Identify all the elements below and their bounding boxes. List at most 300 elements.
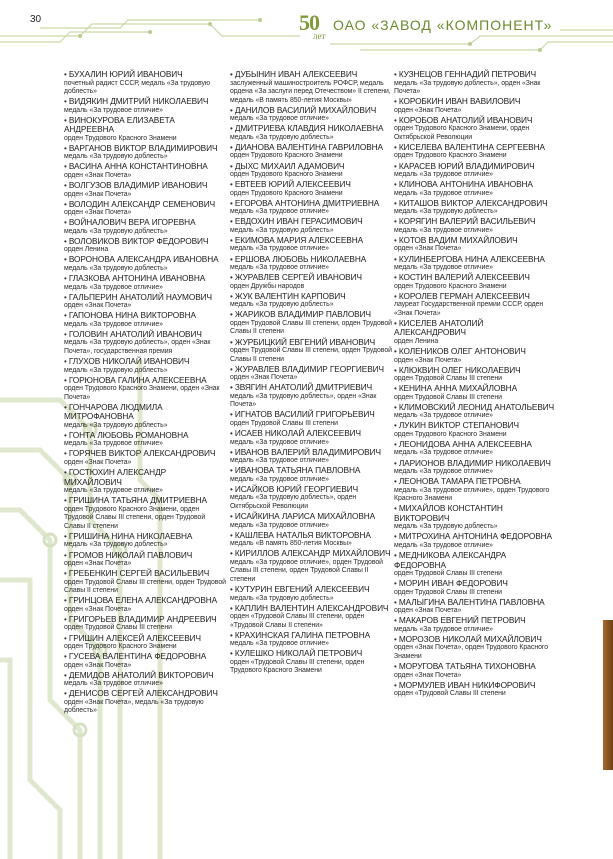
awardee-name-line [230,162,392,172]
awardee-name: ГОРЮНОВА ГАЛИНА АЛЕКСЕЕВНА [68,374,207,385]
awardee-award: орден Дружбы народов [230,282,305,290]
awardee-award: медаль «За трудовое отличие» [230,115,329,123]
awardee-name: ГРИГОРЬЕВ ВЛАДИМИР АНДРЕЕВИЧ [68,613,217,624]
awardee-name: ЖУК ВАЛЕНТИН КАРПОВИЧ [234,290,346,301]
awardee-award: орден «Знак Почета» [394,106,462,114]
awardee-award: медаль «За трудовое отличие» [230,438,329,446]
awardee-award: орден «Знак Почета» [64,171,132,179]
bullet-icon: • [394,318,399,328]
awardee-entry [394,319,556,347]
bullet-icon: • [64,670,69,680]
bullet-icon: • [230,429,235,439]
bullet-icon: • [230,630,235,640]
awardee-award: орден «Знак Почета» [64,560,132,568]
bullet-icon: • [230,254,235,264]
awardee-name: ДЕНИСОВ СЕРГЕЙ АЛЕКСАНДРОВИЧ [68,688,218,699]
bullet-icon: • [64,274,69,284]
awardee-award: медаль «За трудовую доблесть» [64,153,168,161]
awardee-award: почетный радист СССР, медаль «За трудовую доблесть» [64,79,210,96]
awardee-name: ГОРЯЧЕВ ВИКТОР АЛЕКСАНДРОВИЧ [68,448,216,459]
awardee-award: орден Трудовой Славы III степени [394,375,502,383]
awardee-name-line [64,689,226,699]
bullet-icon: • [394,439,399,449]
bullet-icon: • [230,410,235,420]
awardee-award: медаль «За трудовую доблесть», орден «Знак Почета» [230,392,377,409]
bullet-icon: • [394,115,399,125]
awardee-name: КОЛЕНИКОВ ОЛЕГ АНТОНОВИЧ [398,346,526,356]
awardee-award: орден «Трудовой Славы III степени, орден Трудового Красного Знамени [230,658,365,675]
awardee-entry [394,255,556,273]
awardee-name-line [394,662,556,672]
awardee-award: орден «Знак Почета» [64,190,132,198]
awardee-award: орден Трудовой Славы III степени, орден Трудовой Славы II степени [64,578,226,595]
awardee-award: медаль «За трудовое отличие» [230,521,329,529]
awardee-name: ГОНЧАРОВА ЛЮДМИЛА МИТРОФАНОВНА [64,401,163,422]
awardee-name: ИВАНОВА ТАТЬЯНА ПАВЛОВНА [234,465,361,476]
awardee-entry [64,293,226,311]
awardee-name: БУХАЛИН ЮРИЙ ИВАНОВИЧ [68,69,183,79]
awardee-name: МАЛЫГИНА ВАЛЕНТИНА ПАВЛОВНА [398,596,545,607]
awardee-award: медаль «За трудовую доблесть» [64,227,168,235]
awardee-entry [64,162,226,180]
awardee-entry [230,365,392,383]
bullet-icon: • [394,142,399,152]
awardee-name: ДЕМИДОВ АНАТОЛИЙ ВИКТОРОВИЧ [68,669,214,680]
awardee-name-line [64,97,226,107]
awardee-entry [394,504,556,532]
awardee-entry [394,70,556,97]
awardee-award: орден Трудового Красного Знамени [394,430,507,438]
awardee-name-line [230,106,392,116]
awardee-entry [394,347,556,365]
bullet-icon: • [394,616,399,626]
awardee-name: КЛИНОВА АНТОНИНА ИВАНОВНА [398,179,533,190]
awardee-name-line [230,549,392,559]
bullet-icon: • [394,551,399,561]
awardee-name: ГОНТА ЛЮБОВЬ РОМАНОВНА [68,429,189,440]
awardee-entry [64,376,226,403]
awardee-entry [64,496,226,531]
awardee-award: орден Трудового Красного Знамени [394,152,507,160]
bullet-icon: • [64,430,69,440]
awardee-name: ГУСЕВА ВАЛЕНТИНА ФЕДОРОВНА [68,651,207,662]
awardee-name: МИТРОХИНА АНТОНИНА ФЕДОРОВНА [398,531,552,542]
awardee-name-line [394,366,556,376]
bullet-icon: • [394,161,399,171]
awardee-name: КУТУРИН ЕВГЕНИЙ АЛЕКСЕЕВИЧ [234,584,370,594]
bullet-icon: • [64,329,69,339]
awardee-award: орден «Знак Почета» [64,458,132,466]
bullet-icon: • [64,402,69,412]
awardee-name-line [64,255,226,265]
awardee-name-line [394,217,556,227]
awardee-award: медаль «За трудовое отличие» [230,245,329,253]
awardee-name-line [394,162,556,172]
awardee-name: ЖУРБИЦКИЙ ЕВГЕНИЙ ИВАНОВИЧ [234,336,376,347]
awardee-award: медаль «За трудовую доблесть» [394,208,498,216]
bullet-icon: • [394,384,399,394]
bullet-icon: • [64,292,69,302]
bullet-icon: • [230,383,235,393]
awardee-entry [230,143,392,161]
bullet-icon: • [230,291,235,301]
bullet-icon: • [64,468,69,478]
awardee-entry [230,338,392,365]
awardee-award: лауреат Государственной премии СССР, орден «Знак Почета» [394,301,544,317]
awardee-name-line [394,319,556,338]
awardee-name: ДУБЫНИН ИВАН АЛЕКСЕЕВИЧ [234,69,358,79]
awardee-entry [230,236,392,254]
bullet-icon: • [64,311,69,321]
awardee-name-line [64,274,226,284]
awardee-name: ВИНОКУРОВА ЕЛИЗАВЕТА АНДРЕЕВНА [64,114,175,135]
bullet-icon: • [230,364,235,374]
awardee-entry [394,116,556,143]
awardee-entry [230,162,392,180]
awardee-award: орден «Знак Почета» [64,661,132,669]
awardee-name-line [64,652,226,662]
awardee-name-line [230,365,392,375]
awardee-award: орден Трудового Красного Знамени, орден «Знак Почета» [64,385,220,401]
awardee-entry [64,431,226,449]
awardee-name: ГОЛОВИН АНАТОЛИЙ ИВАНОВИЧ [68,328,202,339]
awardee-entry [394,440,556,458]
awardee-name-line [230,70,392,80]
awardee-name-line [64,532,226,542]
awardee-name-line [64,634,226,644]
awardee-name-line [230,236,392,246]
awardee-name-line [230,338,392,348]
awardee-entry [64,116,226,144]
awardee-name-line [64,376,226,386]
bullet-icon: • [394,504,399,514]
awardee-name-line [64,200,226,210]
awardee-name-line [64,551,226,561]
awardee-name: КИСЕЛЕВ АНАТОЛИЙ АЛЕКСАНДРОВИЧ [394,317,484,338]
awardee-award: орден «Знак Почета» [394,671,462,679]
awardee-entry [394,579,556,597]
awardee-award: медаль «За трудовую доблесть» [64,421,168,429]
bullet-icon: • [64,375,69,385]
awardee-entry [394,217,556,235]
awardee-award: медаль «За трудовое отличие» [64,680,163,688]
awardee-name: ДИАНОВА ВАЛЕНТИНА ГАВРИЛОВНА [234,141,383,152]
awardee-entry [230,255,392,273]
awardee-name: КОРОБКИН ИВАН ВАВИЛОВИЧ [398,96,521,107]
awardee-entry [394,598,556,616]
bullet-icon: • [394,198,399,208]
awardee-entry [64,671,226,689]
awardee-name-line [64,181,226,191]
awardee-name-line [230,292,392,302]
awardee-award: медаль «За трудовую доблесть» [230,301,334,309]
awardee-name: ГРИШИНА НИНА НИКОЛАЕВНА [68,530,193,541]
awardee-name-line [64,431,226,441]
awardee-name-line [394,440,556,450]
bullet-icon: • [64,614,69,624]
awardee-name-line [394,635,556,645]
awardee-name-line [64,162,226,172]
awardee-name-line [230,531,392,541]
awardee-name: ЗВЯГИН АНАТОЛИЙ ДМИТРИЕВИЧ [234,382,373,393]
awardee-entry [230,106,392,124]
awardee-name-line [230,485,392,495]
awardee-award: медаль «За трудовое отличие» [394,412,493,420]
awardee-name-line [230,199,392,209]
awardee-award: орден Трудового Красного Знамени [64,134,177,142]
bullet-icon: • [230,235,235,245]
awardee-award: медаль «За трудовое отличие» [394,625,493,633]
awardee-name-line [230,410,392,420]
awardee-award: медаль «За трудовое отличие» [230,208,329,216]
awardee-name: КАРАСЕВ ЮРИЙ ВЛАДИМИРОВИЧ [398,160,535,171]
anniversary-years-label: лет [313,31,326,41]
awardee-entry [64,97,226,115]
awardee-entry [394,459,556,477]
awardee-award: орден Трудового Красного Знамени [394,282,507,290]
awardee-entry [394,162,556,180]
awardee-entry [394,662,556,680]
bullet-icon: • [394,70,399,79]
awardee-entry [394,366,556,384]
awardee-award: орден «Трудовой Славы III степени [394,690,506,698]
awardee-name-line [394,477,556,487]
bullet-icon: • [230,310,235,320]
awardee-entry [394,616,556,634]
bullet-icon: • [64,143,69,153]
awardee-name-line [64,144,226,154]
awardee-award: медаль «За трудовую доблесть» [64,541,168,549]
bullet-icon: • [230,484,235,494]
bullet-icon: • [394,291,399,301]
awardee-name: КУЗНЕЦОВ ГЕННАДИЙ ПЕТРОВИЧ [398,69,537,79]
awardee-entry [230,383,392,410]
bullet-icon: • [394,347,399,356]
awardee-name: КЛИМОВСКИЙ ЛЕОНИД АНАТОЛЬЕВИЧ [398,401,555,412]
awardee-name: МОРУГОВА ТАТЬЯНА ТИХОНОВНА [398,661,536,672]
bullet-icon: • [394,579,399,589]
awardee-entry [64,532,226,550]
bullet-icon: • [394,532,399,542]
bullet-icon: • [64,181,69,191]
awardee-entry [230,512,392,530]
bullet-icon: • [230,198,235,208]
awardee-name-line [230,255,392,265]
awardee-award: заслуженный машиностроитель РОФСР, медаль ордена «За заслуги перед Отечеством» II степени, медаль «В память 850-летия Москвы» [230,79,391,104]
awardee-name: КОРОБОВ АНАТОЛИЙ ИВАНОВИЧ [398,114,533,125]
awardee-award: орден «Знак Почета» [64,209,132,217]
awardee-name-line [64,237,226,247]
awardee-entry [64,255,226,273]
awardee-award: орден «Знак Почета» [394,607,462,615]
awardee-name-line [64,596,226,606]
bullet-icon: • [230,142,235,152]
awardee-award: орден «Знак Почета» [64,605,132,613]
awardee-name: ЛЕОНОВА ТАМАРА ПЕТРОВНА [398,476,521,487]
awardee-name: ДАНИЛОВ ВАСИЛИЙ МИХАЙЛОВИЧ [234,104,377,115]
awardee-award: медаль «За трудовое отличие» [394,449,493,457]
column-3 [394,70,556,699]
awardee-entry [64,449,226,467]
awardee-name: МАКАРОВ ЕВГЕНИЙ ПЕТРОВИЧ [398,615,526,626]
awardee-award: орден Трудового Красного Знамени, орден Октябрьской Революции [394,125,530,141]
bullet-icon: • [394,458,399,468]
awardee-name-line [394,255,556,265]
bullet-icon: • [394,180,399,190]
awardee-entry [230,199,392,217]
awardee-name-line [394,384,556,394]
awardee-name-line [230,273,392,283]
awardee-entry [64,357,226,375]
awardee-name: ВОЛОВИКОВ ВИКТОР ФЕДОРОВИЧ [68,235,209,246]
awardee-entry [230,649,392,676]
awardee-award: орден Трудовой Славы III степени [394,393,502,401]
awardee-entry [230,70,392,105]
bullet-icon: • [394,477,399,487]
awardee-entry [394,421,556,439]
column-2 [230,70,392,677]
bullet-icon: • [64,357,69,366]
awardee-name: ГЛАЗКОВА АНТОНИНА ИВАНОВНА [68,273,206,284]
awardee-name-line [394,504,556,523]
awardee-name-line [64,357,226,367]
awardee-award: медаль «За трудовое отличие» [394,226,493,234]
awardee-entry [230,466,392,484]
awardee-name-line [394,199,556,209]
awardee-entry [230,180,392,198]
awardee-entry [64,70,226,97]
awardee-entry [64,403,226,431]
awardee-entry [394,236,556,254]
bullet-icon: • [64,449,69,459]
awardee-name-line [394,180,556,190]
awardee-award: орден Трудового Красного Знамени [230,171,343,179]
bullet-icon: • [394,634,399,644]
awardee-name-line [230,217,392,227]
bullet-icon: • [230,549,235,559]
awardee-award: медаль «За трудовое отличие» [394,171,493,179]
company-logo [299,8,609,44]
awardee-award: медаль «За трудовое отличие» [230,457,329,465]
bullet-icon: • [230,180,235,190]
awardee-name-line [394,421,556,431]
bullet-icon: • [64,569,69,579]
awardee-entry [230,604,392,631]
awardee-entry [394,551,556,579]
awardee-name-line [230,124,392,134]
awardee-entry [64,634,226,652]
awardee-award: медаль «За трудовую доблесть» [64,366,168,374]
bullet-icon: • [230,466,235,476]
awardee-entry [230,273,392,291]
bullet-icon: • [64,596,69,606]
awardee-entry [64,652,226,670]
awardee-award: медаль «За трудовое отличие», орден Трудового Красного Знамени [394,486,550,503]
awardee-name-line [64,293,226,303]
awardee-entry [230,531,392,549]
awardee-name: ДМИТРИЕВА КЛАВДИЯ НИКОЛАЕВНА [234,123,384,134]
awardee-entry [64,330,226,357]
awardee-entry [64,200,226,218]
bullet-icon: • [230,70,235,79]
awardee-entry [64,596,226,614]
awardee-award: орден «Знак Почета» [230,374,298,382]
awardee-name: КРАХИНСКАЯ ГАЛИНА ПЕТРОВНА [234,629,371,640]
awardee-entry [230,292,392,310]
awardee-entry [64,144,226,162]
awardee-name-line [394,681,556,691]
awardee-name-line [394,616,556,626]
awardee-entry [230,410,392,428]
awardee-entry [394,273,556,291]
awardee-award: медаль «За трудовую доблесть», орден «Знак Почета» [394,79,541,96]
awardee-entry [64,181,226,199]
awardee-award: орден «Знак Почета» [394,356,462,364]
page-number: 30 [30,14,42,25]
bullet-icon: • [394,273,399,283]
awardee-award: медаль «За трудовую доблесть» [230,133,334,141]
awardee-award: медаль «За трудовое отличие», орден Трудовой Славы III степени, орден Трудовой Славы II степени [230,558,383,583]
awardee-award: орден Трудового Красного Знамени, орден Трудовой Славы III степени, орден Трудовой Славы II степени [64,505,206,530]
awardee-award: медаль «За трудовое отличие» [394,264,493,272]
bullet-icon: • [394,402,399,412]
bullet-icon: • [64,255,69,265]
awardee-name: КЛЮКВИН ОЛЕГ НИКОЛАЕВИЧ [398,364,521,375]
awardee-name: КУЛИНБЕРГОВА НИНА АЛЕКСЕЕВНА [398,253,545,264]
awardee-name: ИСАЙКОВ ЮРИЙ ГЕОРГИЕВИЧ [234,483,359,494]
bullet-icon: • [394,680,399,690]
awardee-entry [64,311,226,329]
awardee-name-line [394,236,556,246]
awardee-name-line [64,403,226,422]
bullet-icon: • [394,217,399,227]
awardee-entry [394,635,556,662]
awardee-name: ЖУРАВЛЕВ СЕРГЕЙ ИВАНОВИЧ [234,272,362,283]
bullet-icon: • [394,365,399,375]
awardee-name: ДЫХС МИХАИЛ АДАМОВИЧ [234,160,345,171]
awardee-entry [230,585,392,603]
awardee-name-line [394,532,556,542]
awardee-entry [230,310,392,337]
awardee-name-line [64,671,226,681]
awardee-name: ЕГОРОВА АНТОНИНА ДМИТРИЕВНА [234,197,380,208]
awardee-name-line [394,116,556,126]
bullet-icon: • [64,218,69,228]
awardee-name: ГАПОНОВА НИНА ВИКТОРОВНА [68,310,196,321]
awardee-name: ИГНАТОВ ВАСИЛИЙ ГРИГОРЬЕВИЧ [234,409,375,420]
awardee-name: ЕВДОХИН ИВАН ГЕРАСИМОВИЧ [234,216,363,227]
awardee-name: КИСЕЛЕВА ВАЛЕНТИНА СЕРГЕЕВНА [398,141,545,152]
awardee-award: орден «Трудовой Славы III степени, орден «Трудовой Славы II степени» [230,613,365,629]
bullet-icon: • [230,273,235,283]
awardee-award: орден «Знак Почета», медаль «За трудовую доблесть» [64,698,204,715]
awardee-name: МЕДНИКОВА АЛЕКСАНДРА ФЕДОРОВНА [394,550,507,570]
awardee-name-line [64,330,226,340]
bullet-icon: • [64,496,69,506]
side-color-tab [603,620,613,770]
awardee-award: медаль «За трудовую доблесть» [230,594,334,602]
awardee-name: КИРИЛЛОВ АЛЕКСАНДР МИХАЙЛОВИЧ [234,548,391,559]
awardee-name: ВОЛГУЗОВ ВЛАДИМИР ИВАНОВИЧ [68,180,208,191]
awardee-name-line [64,496,226,506]
awardee-name-line [230,429,392,439]
awardee-name: МОРИН ИВАН ФЕДОРОВИЧ [398,578,508,589]
awardee-entry [394,143,556,161]
bullet-icon: • [64,689,69,699]
awardee-entry [64,468,226,496]
awardee-award: орден «Знак Почета» [394,245,462,253]
awardee-name-line [230,448,392,458]
